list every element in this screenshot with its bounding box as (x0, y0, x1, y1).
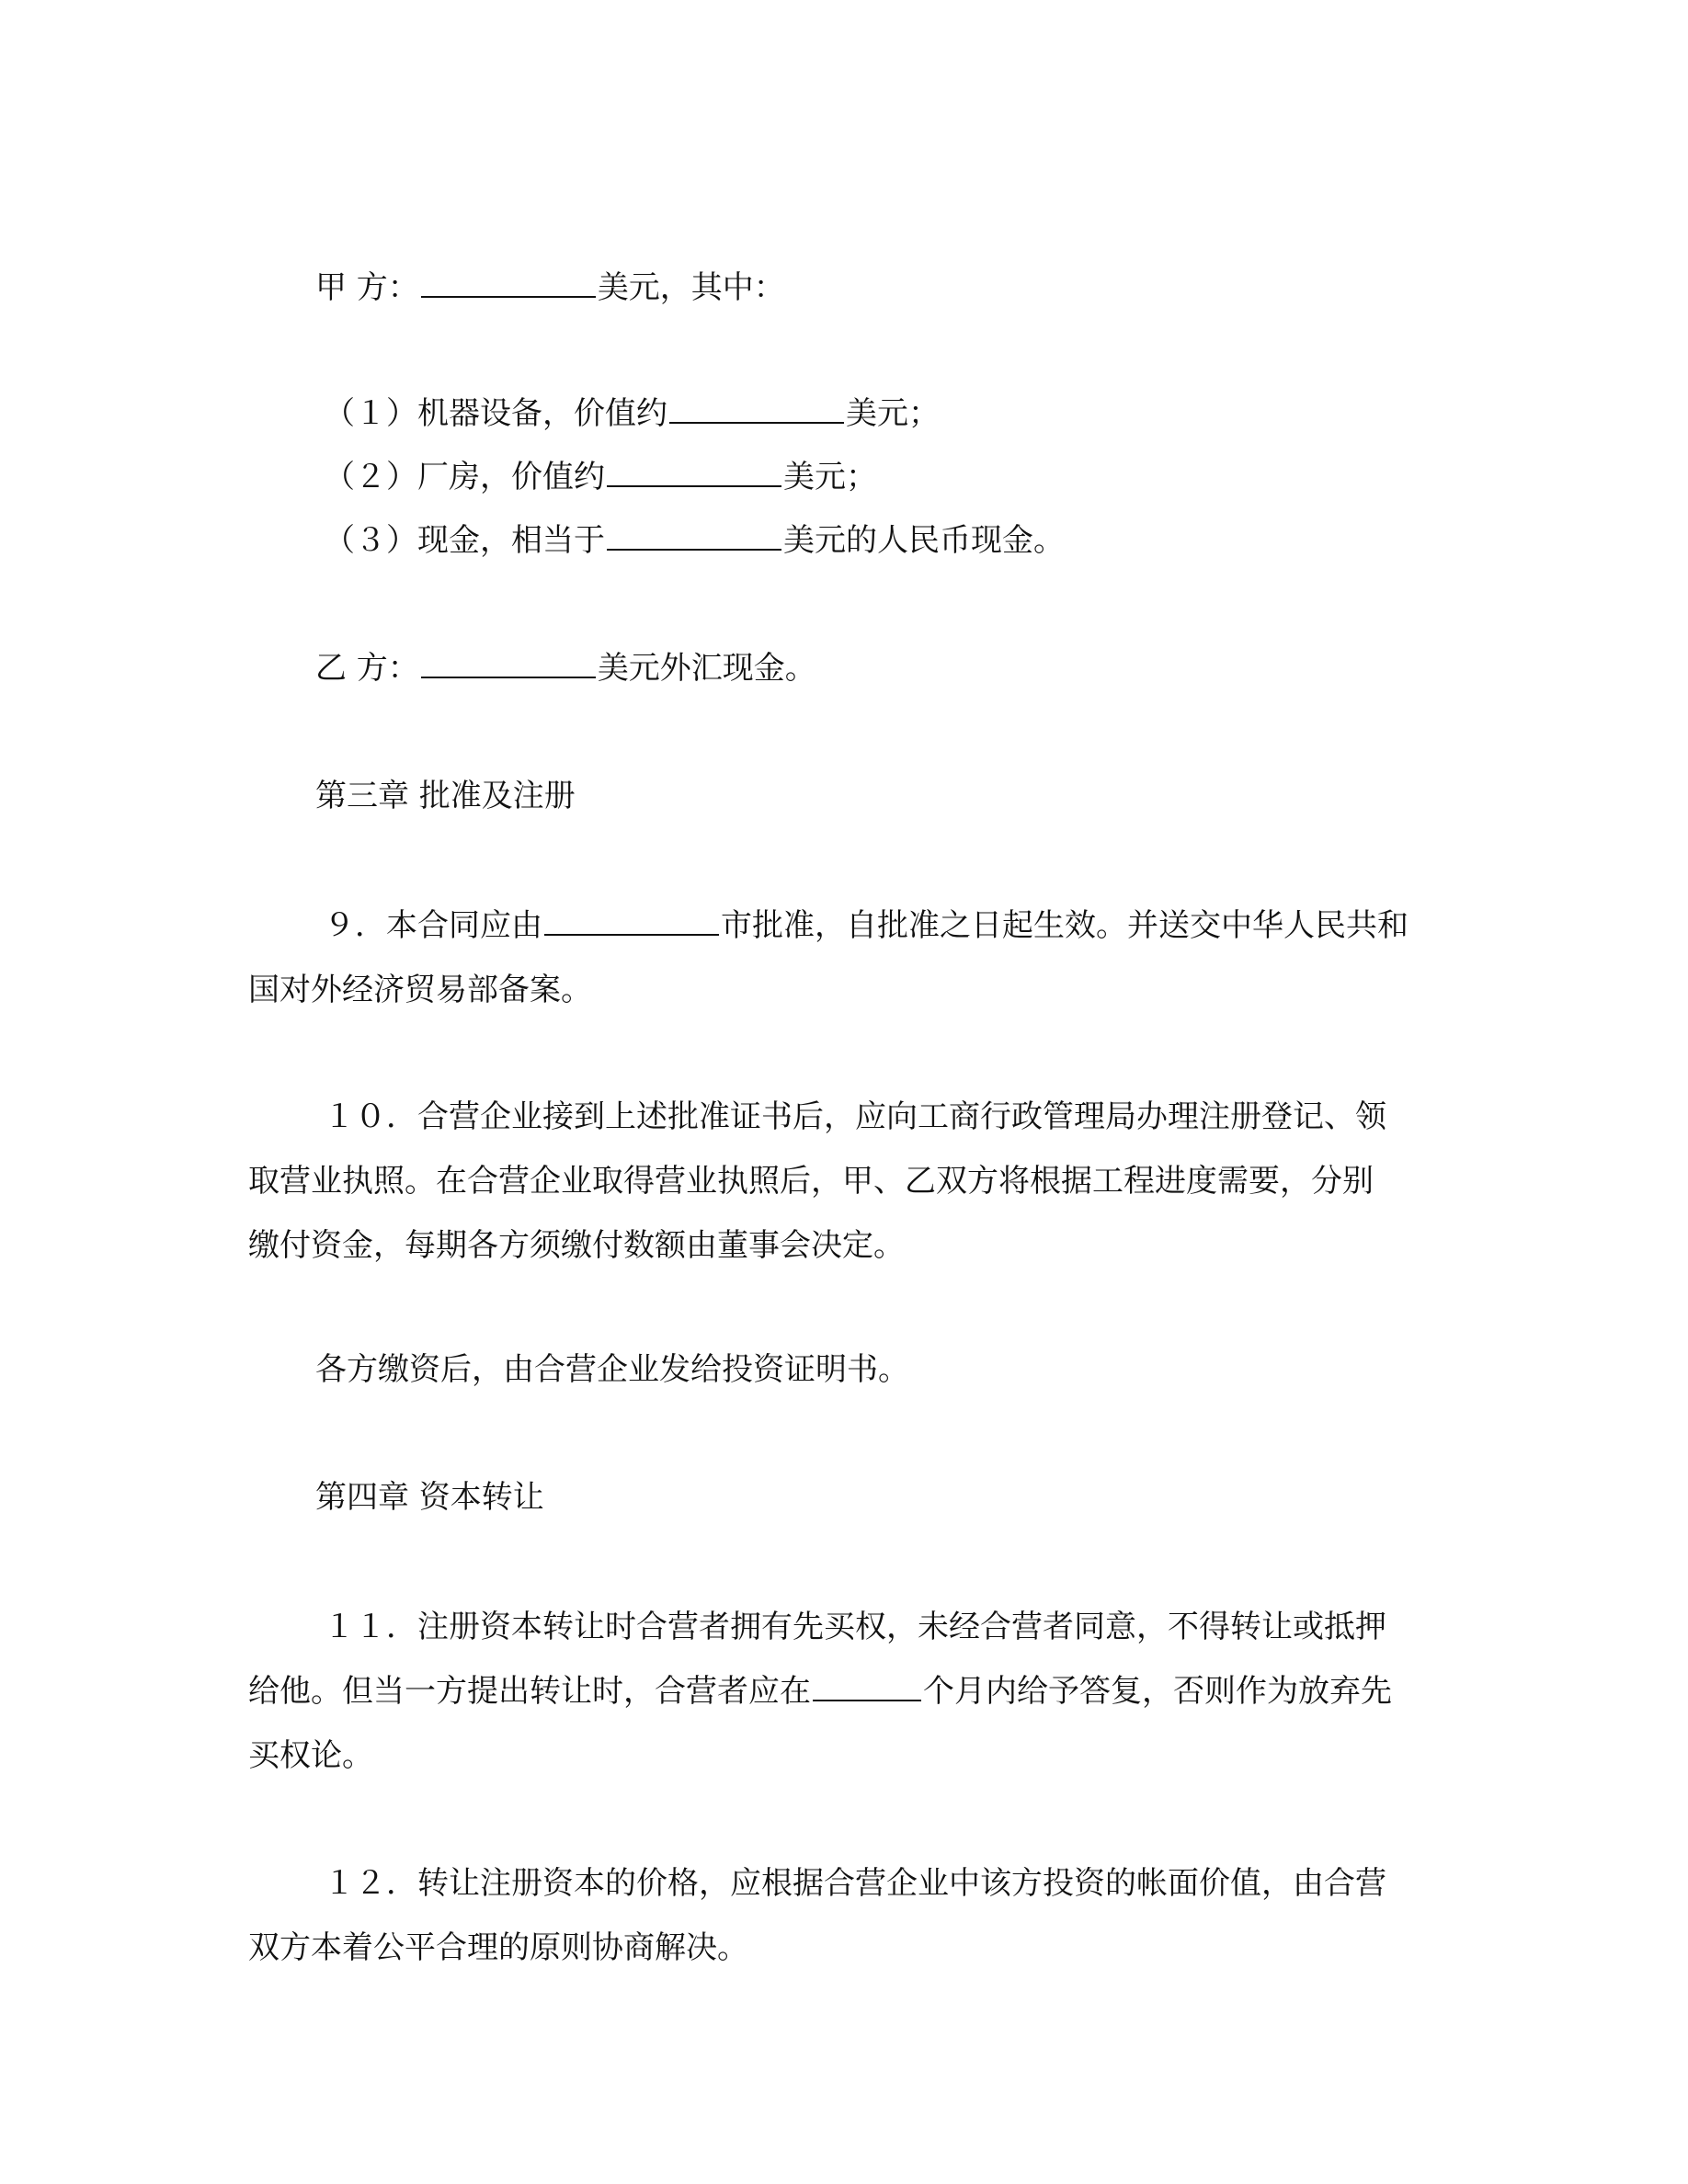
article-9-line-2: 国对外经济贸易部备案。 (248, 972, 592, 1008)
party-b-line (315, 649, 816, 687)
article-12-line-1: １２．转让注册资本的价格，应根据合营企业中该方投资的帐面价值，由合营 (324, 1865, 1386, 1902)
party-b-prefix: 乙 方： (315, 650, 419, 687)
party-a-amount-blank[interactable] (421, 268, 596, 298)
item-1-suffix: 美元； (846, 395, 940, 432)
article-12 (248, 1851, 1443, 1980)
payment-note: 各方缴资后，由合营企业发给投资证明书。 (315, 1351, 909, 1388)
article-9 (248, 893, 1443, 1022)
item-3-value-blank[interactable] (607, 521, 781, 551)
chapter-3-title: 第三章 批准及注册 (315, 778, 576, 814)
article-11-months-blank[interactable] (813, 1672, 921, 1701)
article-10-line-3: 缴付资金，每期各方须缴付数额由董事会决定。 (248, 1227, 905, 1264)
item-2-suffix: 美元； (783, 459, 877, 495)
article-9-suffix: 市批准，自批准之日起生效。并送交中华人民共和 (721, 907, 1409, 944)
article-11-line-2 (248, 1659, 1443, 1723)
contribution-item-1 (324, 394, 940, 432)
article-12-line-2: 双方本着公平合理的原则协商解决。 (248, 1929, 748, 1966)
item-2-prefix: （２）厂房，价值约 (324, 459, 605, 495)
item-3-prefix: （３）现金，相当于 (324, 522, 605, 559)
article-11-line-3: 买权论。 (248, 1737, 373, 1774)
item-3-suffix: 美元的人民币现金。 (783, 522, 1065, 559)
article-11-line-1: １１．注册资本转让时合营者拥有先买权，未经合营者同意，不得转让或抵押 (324, 1609, 1386, 1645)
article-10-line-1: １０．合营企业接到上述批准证书后，应向工商行政管理局办理注册登记、领 (324, 1098, 1386, 1135)
item-2-value-blank[interactable] (607, 458, 781, 487)
contribution-item-3 (324, 521, 1065, 559)
article-9-line-1 (248, 893, 1443, 958)
party-a-prefix: 甲 方： (315, 269, 419, 306)
article-10 (248, 1085, 1443, 1278)
article-9-city-blank[interactable] (544, 906, 719, 936)
article-11-line-2-suffix: 个月内给予答复，否则作为放弃先 (923, 1673, 1392, 1710)
party-b-amount-blank[interactable] (421, 649, 596, 678)
item-1-value-blank[interactable] (669, 394, 844, 424)
chapter-4-title: 第四章 资本转让 (315, 1479, 544, 1516)
article-11-line-2-prefix: 给他。但当一方提出转让时，合营者应在 (248, 1673, 811, 1710)
item-1-prefix: （１）机器设备，价值约 (324, 395, 667, 432)
party-a-suffix: 美元，其中： (597, 269, 785, 306)
contribution-item-2 (324, 458, 877, 495)
article-10-line-2: 取营业执照。在合营企业取得营业执照后，甲、乙双方将根据工程进度需要，分别 (248, 1163, 1374, 1200)
article-9-prefix: ９．本合同应由 (324, 907, 542, 944)
article-11 (248, 1595, 1443, 1788)
party-b-suffix: 美元外汇现金。 (597, 650, 816, 687)
party-a-line (315, 268, 785, 306)
